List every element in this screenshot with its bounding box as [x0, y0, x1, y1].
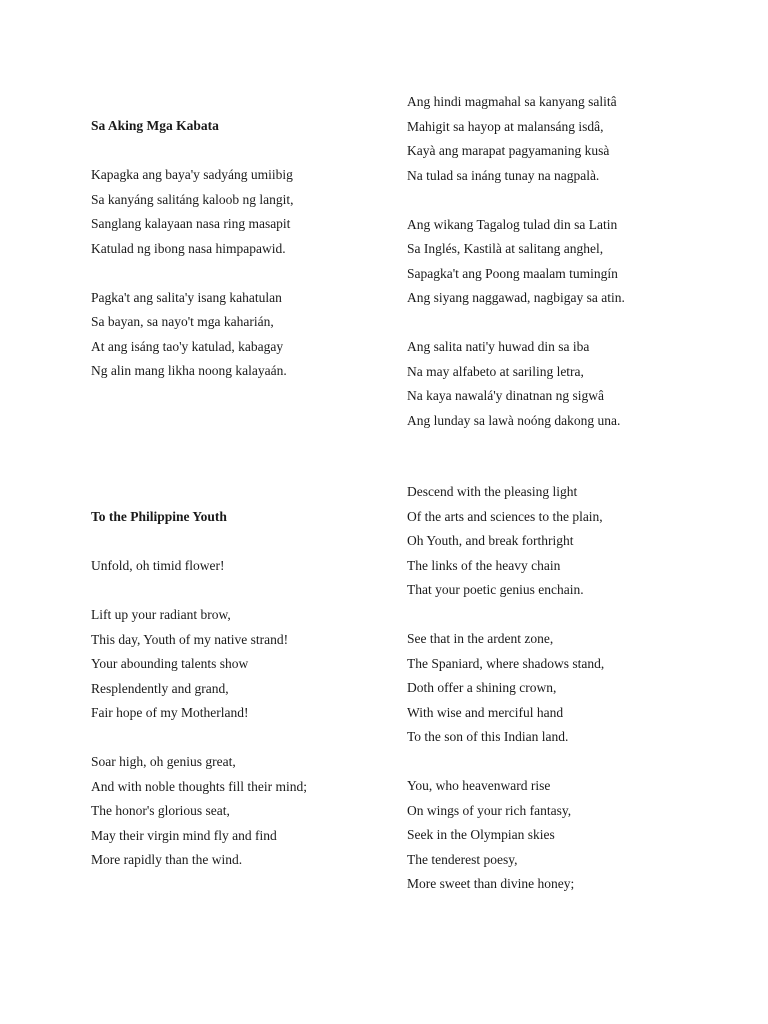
- poem-line: Ang lunday sa lawà noóng dakong una.: [407, 412, 621, 428]
- stanza: [407, 774, 604, 897]
- poem-title: Sa Aking Mga Kabata: [91, 118, 219, 133]
- stanza: [407, 335, 625, 433]
- poem-line: Na kaya nawalá'y dinatnan ng sigwâ: [407, 388, 604, 403]
- stanza: [91, 603, 307, 726]
- poem-line: Pagka't ang salita'y isang kahatulan: [91, 289, 282, 305]
- poem-line: Seek in the Olympian skies: [407, 827, 555, 842]
- poem-line: The links of the heavy chain: [407, 557, 561, 573]
- poem-line: That your poetic genius enchain.: [407, 582, 584, 597]
- stanza: [91, 750, 307, 873]
- poem-line: Lift up your radiant brow,: [91, 607, 231, 622]
- poem-line: This day, Youth of my native strand!: [91, 631, 289, 647]
- poem-line: Ang siyang naggawad, nagbigay sa atin.: [407, 290, 625, 305]
- poem-line: Ng alin mang likha noong kalayaán.: [91, 363, 287, 378]
- poem-line: Ang wikang Tagalog tulad din sa Latin: [407, 216, 618, 232]
- stanza: [91, 554, 307, 579]
- poem-line: With wise and merciful hand: [407, 704, 564, 720]
- poem-line: More rapidly than the wind.: [91, 852, 243, 867]
- poem-line: The honor's glorious seat,: [91, 803, 230, 818]
- poem-line: See that in the ardent zone,: [407, 631, 554, 646]
- poem-line: Na may alfabeto at sariling letra,: [407, 363, 584, 379]
- poem-line: Fair hope of my Motherland!: [91, 705, 249, 720]
- poem-line: The tenderest poesy,: [407, 851, 518, 867]
- poem-line: You, who heavenward rise: [407, 778, 551, 793]
- poem-tagalog-right: [407, 90, 625, 433]
- poem-title: To the Philippine Youth: [91, 509, 227, 524]
- poem-line: Katulad ng ibong nasa himpapawid.: [91, 240, 286, 256]
- poem-line: Ang salita nati'y huwad din sa iba: [407, 339, 590, 354]
- poem-line: And with noble thoughts fill their mind;: [91, 778, 307, 794]
- poem-line: More sweet than divine honey;: [407, 876, 575, 891]
- poem-line: Soar high, oh genius great,: [91, 754, 236, 769]
- stanza: [407, 480, 604, 603]
- poem-line: Oh Youth, and break forthright: [407, 533, 574, 548]
- poem-line: Kapagka ang baya'y sadyáng umiibig: [91, 167, 293, 182]
- poem-line: To the son of this Indian land.: [407, 729, 569, 744]
- poem-line: Ang hindi magmahal sa kanyang salitâ: [407, 94, 617, 109]
- poem-line: Sa bayan, sa nayo't mga kaharián,: [91, 314, 274, 329]
- poem-english-left: [91, 505, 307, 873]
- poem-line: Sa kanyáng salitáng kaloob ng langit,: [91, 191, 294, 207]
- stanza: [407, 627, 604, 750]
- poem-line: Sa Inglés, Kastilà at salitang anghel,: [407, 241, 604, 256]
- poem-line: On wings of your rich fantasy,: [407, 802, 572, 818]
- poem-line: The Spaniard, where shadows stand,: [407, 655, 605, 671]
- poem-line: Of the arts and sciences to the plain,: [407, 508, 603, 524]
- poem-line: Resplendently and grand,: [91, 680, 229, 696]
- poem-line: Descend with the pleasing light: [407, 484, 578, 499]
- poem-line: Doth offer a shining crown,: [407, 680, 557, 695]
- poem-tagalog-left: [91, 114, 293, 384]
- stanza: [407, 90, 625, 188]
- stanza: [91, 163, 293, 261]
- poem-line: May their virgin mind fly and find: [91, 827, 277, 843]
- stanza: [91, 286, 293, 384]
- poem-english-right: [407, 480, 604, 897]
- poem-line: Unfold, oh timid flower!: [91, 558, 225, 573]
- poem-line: Mahigit sa hayop at malansáng isdâ,: [407, 118, 604, 134]
- poem-line: Your abounding talents show: [91, 656, 249, 671]
- poem-line: Sanglang kalayaan nasa ring masapit: [91, 216, 291, 231]
- poem-line: At ang isáng tao'y katulad, kabagay: [91, 338, 284, 354]
- poem-line: Kayà ang marapat pagyamaning kusà: [407, 143, 610, 158]
- stanza: [407, 213, 625, 311]
- poem-line: Sapagka't ang Poong maalam tumingín: [407, 265, 618, 281]
- poem-line: Na tulad sa ináng tunay na nagpalà.: [407, 167, 600, 183]
